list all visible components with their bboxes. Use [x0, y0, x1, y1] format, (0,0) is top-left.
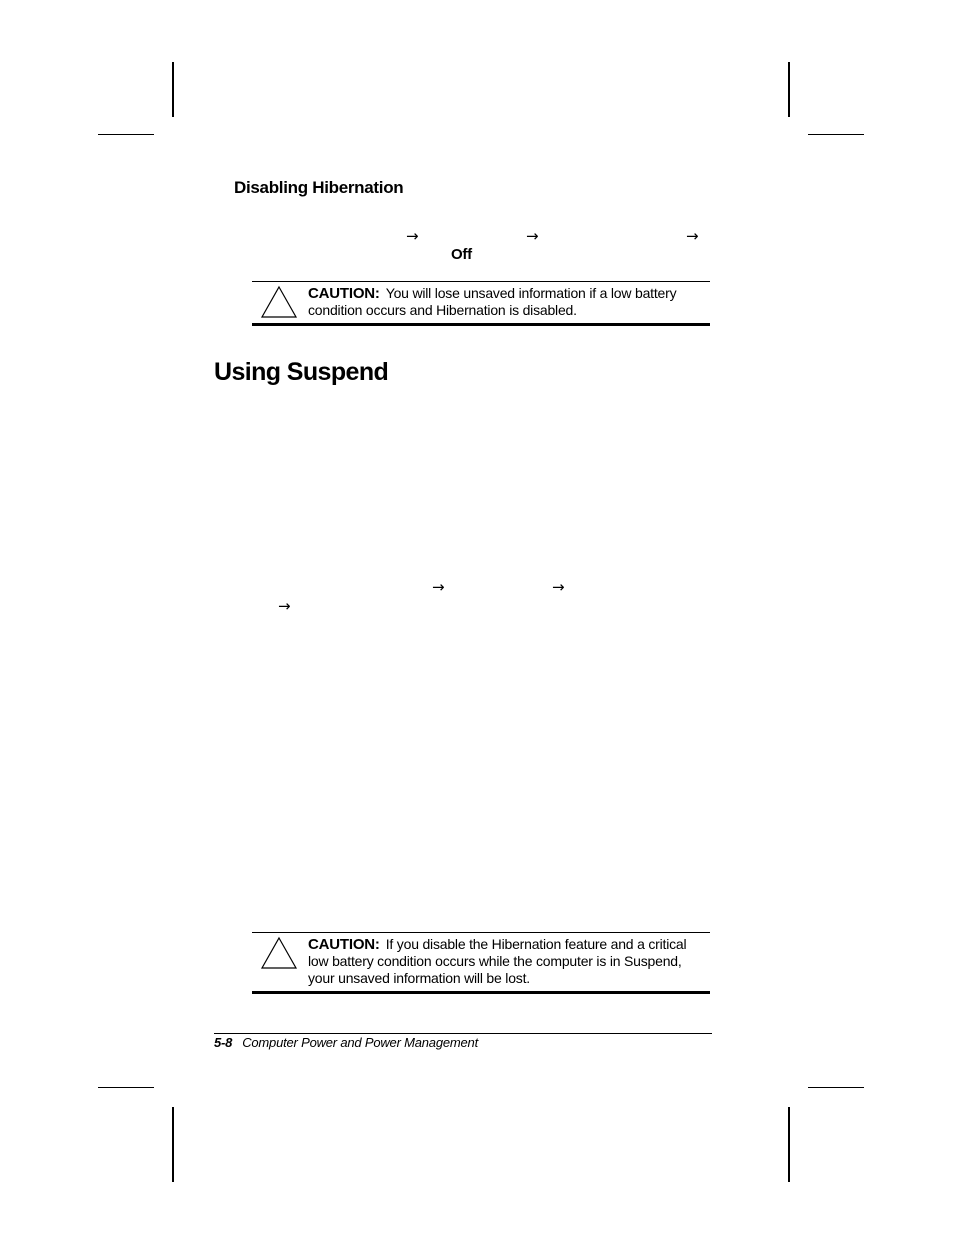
- menu-path-arrow-icon: →: [278, 597, 291, 615]
- crop-mark-top-right-horizontal: [808, 134, 864, 135]
- warning-triangle-icon: [260, 285, 298, 319]
- caution-box-suspend: [252, 932, 710, 994]
- page-number: 5-8: [214, 1035, 233, 1050]
- crop-mark-bottom-right-vertical: [788, 1107, 790, 1182]
- disabling-hibernation-heading: Disabling Hibernation: [234, 178, 404, 197]
- crop-mark-bottom-right-horizontal: [808, 1087, 864, 1088]
- warning-triangle-icon: [260, 936, 298, 970]
- chapter-title: Computer Power and Power Management: [242, 1035, 478, 1050]
- menu-path-arrow-icon: →: [686, 227, 699, 245]
- caution-label: CAUTION:: [308, 936, 380, 953]
- menu-path-arrow-icon: →: [432, 578, 445, 596]
- crop-mark-bottom-left-horizontal: [98, 1087, 154, 1088]
- caution-box-hibernation: [252, 281, 710, 326]
- caution-message: If you disable the Hibernation feature and a critical low battery condition occurs while the computer is in Suspend, your unsaved information will be lost.: [308, 936, 687, 986]
- page-footer: [214, 1035, 478, 1050]
- caution-text-hibernation: [308, 285, 702, 319]
- menu-path-arrow-icon: →: [552, 578, 565, 596]
- crop-mark-top-left-vertical: [172, 62, 174, 117]
- off-option-label: Off: [451, 246, 472, 263]
- crop-mark-top-right-vertical: [788, 62, 790, 117]
- crop-mark-bottom-left-vertical: [172, 1107, 174, 1182]
- caution-message: You will lose unsaved information if a low battery condition occurs and Hibernation is disabled.: [308, 285, 677, 318]
- crop-mark-top-left-horizontal: [98, 134, 154, 135]
- caution-text-suspend: [308, 936, 702, 987]
- menu-path-arrow-icon: →: [406, 227, 419, 245]
- footer-rule: [214, 1033, 712, 1034]
- menu-path-arrow-icon: →: [526, 227, 539, 245]
- using-suspend-heading: Using Suspend: [214, 358, 389, 386]
- caution-label: CAUTION:: [308, 285, 380, 302]
